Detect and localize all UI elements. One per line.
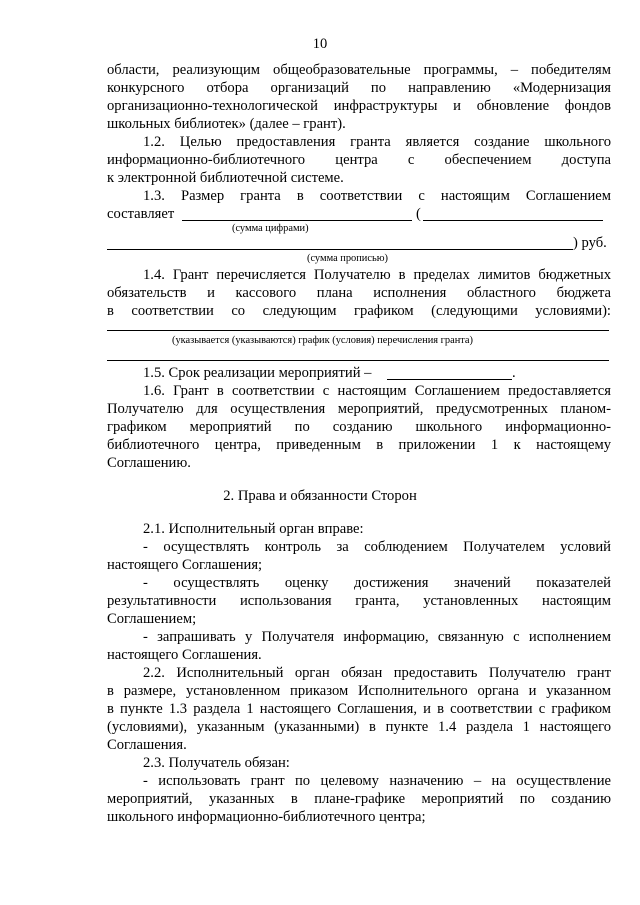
clause-2-2-line: 2.2. Исполнительный орган обязан предоставить Получателю грант [143, 665, 611, 681]
clause-1-6-line: 1.6. Грант в соответствии с настоящим Соглашением предоставляется [143, 383, 611, 399]
rub-label: ) руб. [573, 235, 607, 251]
clause-2-3-line: - использовать грант по целевому назначению – на осуществление [143, 773, 611, 789]
amount-label: составляет [107, 206, 175, 222]
clause-2-2-line: в пункте 1.3 раздела 1 настоящего Соглашения, и в соответствии с графиком [107, 701, 611, 717]
schedule-blank [107, 330, 609, 331]
page-number: 10 [312, 36, 328, 52]
open-paren: ( [416, 206, 421, 222]
amount-paren-blank [423, 220, 603, 221]
amount-words-blank [107, 249, 573, 250]
clause-2-1-line: настоящего Соглашения. [107, 647, 262, 663]
clause-1-4-line: 1.4. Грант перечисляется Получателю в пределах лимитов бюджетных [143, 267, 611, 283]
paragraph-line: школьных библиотек» (далее – грант). [107, 116, 346, 132]
caption-words: (сумма прописью) [307, 253, 388, 264]
clause-2-3-line: школьного информационно-библиотечного центра; [107, 809, 426, 825]
clause-2-1-line: настоящего Соглашения; [107, 557, 263, 573]
clause-1-2-line: 1.2. Целью предоставления гранта является создание школьного [143, 134, 611, 150]
clause-2-3-line: 2.3. Получатель обязан: [143, 755, 290, 771]
paragraph-line: конкурсного отбора организаций по направлению «Модернизация [107, 80, 611, 96]
period-blank [387, 379, 512, 380]
period-end: . [512, 365, 516, 381]
clause-1-6-line: Соглашению. [107, 455, 191, 471]
clause-2-1-line: - осуществлять контроль за соблюдением Получателем условий [143, 539, 611, 555]
clause-2-2-line: в размере, установленном приказом Исполнительного органа и указанном [107, 683, 611, 699]
paragraph-line: области, реализующим общеобразовательные программы, – победителям [107, 62, 611, 78]
clause-1-4-line: обязательств и кассового плана исполнения областного бюджета [107, 285, 611, 301]
clause-1-5-label: 1.5. Срок реализации мероприятий – [143, 365, 372, 381]
clause-2-1-line: результативности использования гранта, установленных настоящим [107, 593, 611, 609]
clause-2-3-line: мероприятий, указанных в плане-графике мероприятий по созданию [107, 791, 611, 807]
clause-2-2-line: Соглашения. [107, 737, 187, 753]
clause-2-1-line: Соглашением; [107, 611, 197, 627]
clause-1-2-line: информационно-библиотечного центра с обеспечением доступа [107, 152, 611, 168]
paragraph-line: организационно-технологической инфраструктуры и обновление фондов [107, 98, 611, 114]
caption-schedule: (указывается (указываются) график (условия) перечисления гранта) [172, 335, 474, 346]
clause-2-2-line: (условиями), указанным (указанными) в пункте 1.4 раздела 1 настоящего [107, 719, 611, 735]
clause-2-1-line: - осуществлять оценку достижения значений показателей [143, 575, 611, 591]
clause-1-6-line: графиком мероприятий по созданию школьного информационно- [107, 419, 611, 435]
clause-1-6-line: библиотечного центра, приведенным в приложении 1 к настоящему [107, 437, 611, 453]
clause-2-1-line: 2.1. Исполнительный орган вправе: [143, 521, 364, 537]
caption-digits: (сумма цифрами) [232, 223, 309, 234]
schedule-blank-2 [107, 360, 609, 361]
clause-2-1-line: - запрашивать у Получателя информацию, связанную с исполнением [143, 629, 611, 645]
amount-digits-blank [182, 220, 412, 221]
section-2-title: 2. Права и обязанности Сторон [223, 488, 417, 504]
clause-1-2-line: к электронной библиотечной системе. [107, 170, 344, 186]
clause-1-3-line: 1.3. Размер гранта в соответствии с настоящим Соглашением [143, 188, 611, 204]
clause-1-6-line: Получателю для осуществления мероприятий, предусмотренных планом- [107, 401, 611, 417]
clause-1-4-line: в соответствии со следующим графиком (следующими условиями): [107, 303, 611, 319]
